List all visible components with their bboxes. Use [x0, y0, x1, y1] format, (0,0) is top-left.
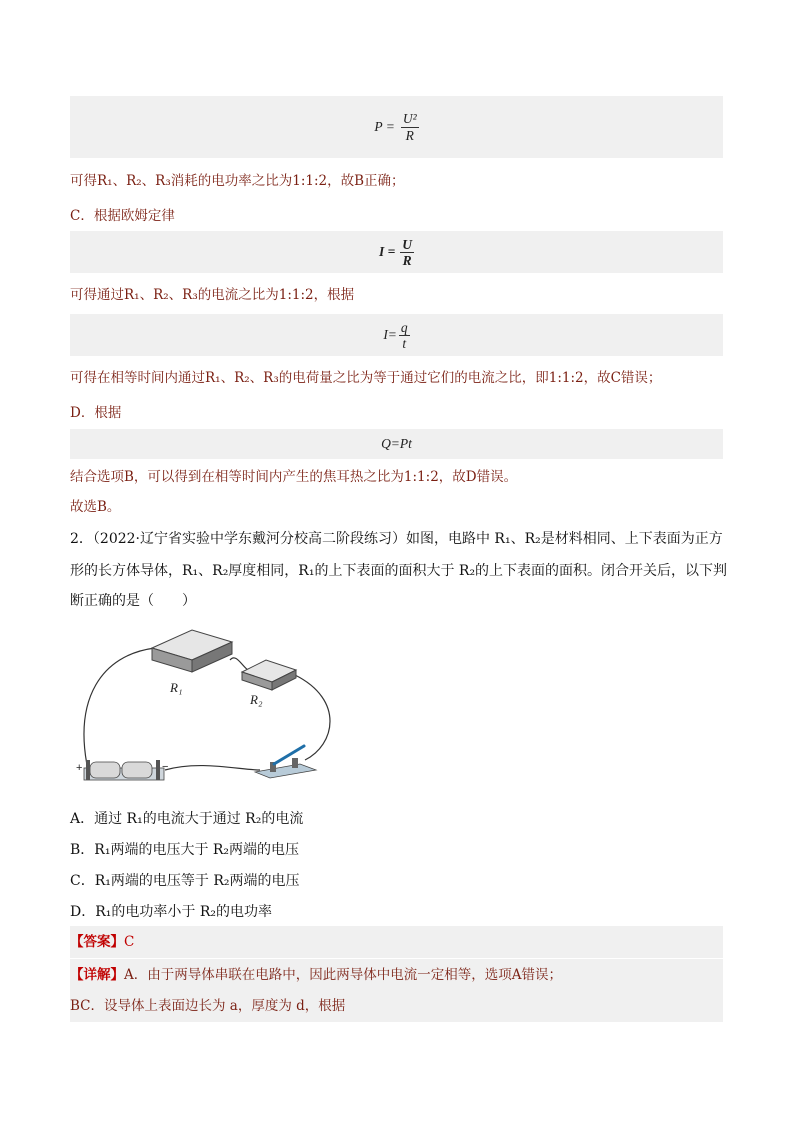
formula-charge-denominator: t — [402, 335, 407, 351]
heat-ratio-text: 结合选项B，可以得到在相等时间内产生的焦耳热之比为1:1:2，故D错误。 — [70, 469, 518, 485]
formula-ohm — [70, 231, 723, 273]
formula-power-denominator: R — [405, 127, 414, 143]
detail-tag: 【详解】 — [70, 967, 124, 983]
formula-charge — [70, 314, 723, 356]
power-ratio-text: 可得R₁、R₂、R₃消耗的电功率之比为1:1:2，故B正确； — [70, 173, 405, 189]
formula-charge-fraction — [399, 320, 410, 351]
battery-minus: − — [162, 761, 169, 773]
wire-left — [84, 648, 155, 765]
detail-text: A．由于两导体串联在电路中，因此两导体中电流一定相等，选项A错误； — [124, 967, 562, 983]
charge-ratio-text: 可得在相等时间内通过R₁、R₂、R₃的电荷量之比为等于通过它们的电流之比，即1:1:2，故C错误； — [70, 370, 662, 386]
option-b: B．R₁两端的电压大于 R₂两端的电压 — [70, 842, 300, 858]
formula-ohm-numerator: U — [402, 236, 413, 252]
formula-ohm-fraction — [400, 237, 414, 268]
formula-power — [70, 96, 723, 158]
question-2-line2: 形的长方体导体，R₁、R₂厚度相同，R₁的上下表面的面积大于 R₂的上下表面的面积。闭合开关后，以下判 — [70, 563, 728, 579]
resistor-r1 — [152, 630, 232, 672]
battery-plus: + — [76, 762, 83, 774]
bc-text: BC．设导体上表面边长为 a，厚度为 d，根据 — [70, 998, 346, 1014]
answer-row — [70, 926, 723, 958]
formula-heat — [70, 429, 723, 459]
formula-power-fraction — [401, 111, 419, 144]
switch — [255, 746, 316, 778]
question-2-line1: 2．（2022·辽宁省实验中学东戴河分校高二阶段练习）如图，电路中 R₁、R₂是材料相同、上下表面为正方 — [70, 531, 723, 547]
option-a: A．通过 R₁的电流大于通过 R₂的电流 — [70, 811, 304, 827]
label-r1: R₁ — [170, 680, 183, 695]
formula-power-numerator: U² — [402, 110, 417, 126]
wire-bottom — [165, 766, 260, 770]
current-ratio-text: 可得通过R₁、R₂、R₃的电流之比为1:1:2，根据 — [70, 287, 355, 303]
bc-row — [70, 990, 723, 1022]
resistor-r2 — [242, 660, 296, 690]
detail-row — [70, 959, 723, 991]
battery-pack — [84, 760, 164, 780]
label-r2: R₂ — [250, 692, 263, 707]
option-d: D．R₁的电功率小于 R₂的电功率 — [70, 904, 272, 920]
section-d-heading: D．根据 — [70, 405, 122, 421]
circuit-figure — [70, 620, 340, 790]
option-c: C．R₁两端的电压等于 R₂两端的电压 — [70, 873, 300, 889]
formula-heat-text: Q=Pt — [381, 436, 412, 451]
formula-charge-lhs: I= — [383, 327, 397, 342]
formula-ohm-denominator: R — [402, 252, 412, 268]
formula-charge-numerator: q — [400, 319, 408, 335]
answer-tag: 【答案】 — [70, 934, 124, 950]
formula-power-lhs: P = — [374, 119, 395, 134]
formula-ohm-lhs: I = — [378, 244, 396, 259]
section-c-heading: C．根据欧姆定律 — [70, 208, 175, 224]
answer-value: C — [124, 934, 135, 950]
question-2-line3: 断正确的是（ ） — [70, 593, 196, 609]
choose-b-text: 故选B。 — [70, 499, 121, 515]
